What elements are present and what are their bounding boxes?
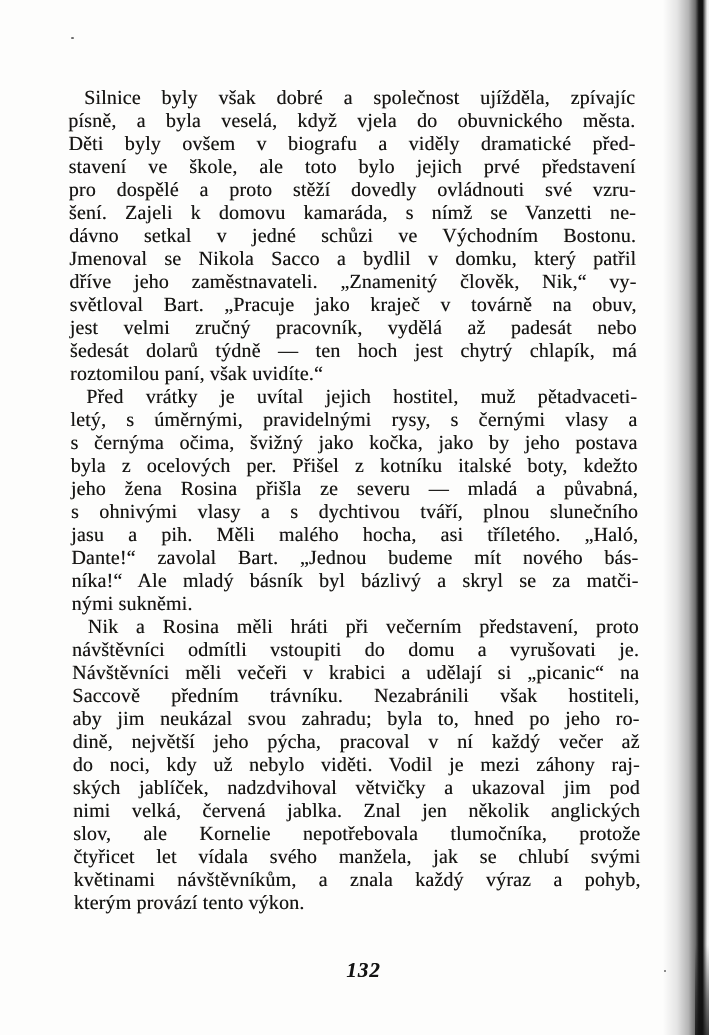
scan-speck xyxy=(71,37,74,39)
text-line: kterým provází tento výkon. xyxy=(73,892,305,914)
text-line: návštěvníci odmítli vstoupiti do domu a vyrušovati je. xyxy=(71,639,640,661)
text-line: světloval Bart. „Pracuje jako kraječ v továrně na obuv, xyxy=(69,294,637,316)
text-line: Děti byly ovšem v biografu a viděly dramatické před- xyxy=(68,133,636,155)
text-line: jest velmi zručný pracovník, vydělá až padesát nebo xyxy=(69,317,637,339)
text-line: roztomilou paní, však uvidíte.“ xyxy=(69,363,324,385)
text-line: nimi velká, červená jablka. Znal jen několik anglických xyxy=(72,800,641,822)
text-line: níka!“ Ale mladý básník byl bázlivý a skryl se za matči- xyxy=(71,570,639,592)
text-line: šedesát dolarů týdně — ten hoch jest chytrý chlapík, má xyxy=(69,340,637,362)
text-line: Nik a Rosina měli hráti při večerním představení, proto xyxy=(87,616,639,638)
text-line: dříve jeho zaměstnavateli. „Znamenitý člověk, Nik,“ vy- xyxy=(69,271,637,293)
page-edge-shadow xyxy=(663,0,709,1035)
text-line: Před vrátky je uvítal jejich hostitel, muž pětadvaceti- xyxy=(86,386,638,408)
text-line: aby jim neukázal svou zahradu; byla to, hned po jeho ro- xyxy=(72,708,640,730)
text-line: stavení ve škole, ale toto bylo jejich prvé představení xyxy=(68,156,636,178)
text-line: jasu a pih. Měli malého hocha, asi tříletého. „Haló, xyxy=(71,524,639,546)
text-line: Jmenoval se Nikola Sacco a bydlil v domku, který patřil xyxy=(69,248,637,270)
text-line: Dante!“ zavolal Bart. „Jednou budeme mít nového bás- xyxy=(71,547,639,569)
text-line: ských jablíček, nadzdvihoval větvičky a ukazoval jim pod xyxy=(72,777,640,799)
text-line: Saccově předním trávníku. Nezabránili však hostiteli, xyxy=(72,685,640,707)
text-line: s černýma očima, švižný jako kočka, jako by jeho postava xyxy=(70,432,638,454)
text-line: jeho žena Rosina přišla ze severu — mladá a půvabná, xyxy=(70,478,638,500)
text-line: Návštěvníci měli večeři v krabici a udělají si „picanic“ na xyxy=(72,662,640,684)
text-line: květinami návštěvníkům, a znala každý výraz a pohyb, xyxy=(73,869,641,891)
page-text xyxy=(68,87,641,915)
text-line: pro dospělé a proto stěží dovedly ovládnouti své vzru- xyxy=(68,179,636,201)
text-line: do noci, kdy už nebylo viděti. Vodil je mezi záhony raj- xyxy=(72,754,640,776)
text-line: nými sukněmi. xyxy=(71,593,193,615)
text-line: slov, ale Kornelie nepotřebovala tlumočníka, protože xyxy=(73,823,641,845)
page-number: 132 xyxy=(346,958,381,982)
scan-speck xyxy=(664,970,666,972)
text-line: písně, a byla veselá, když vjela do obuvnického města. xyxy=(68,110,636,132)
text-line: letý, s úměrnými, pravidelnými rysy, s černými vlasy a xyxy=(70,409,638,431)
text-line: byla z ocelových per. Přišel z kotníku italské boty, kdežto xyxy=(70,455,638,477)
text-line: Silnice byly však dobré a společnost ujížděla, zpívajíc xyxy=(84,87,636,109)
page-edge-shadow-bottom xyxy=(695,945,709,1035)
text-line: s ohnivými vlasy a s dychtivou tváří, plnou slunečního xyxy=(70,501,639,523)
text-line: čtyřicet let vídala svého manžela, jak se chlubí svými xyxy=(73,846,641,868)
text-line: dávno setkal v jedné schůzi ve Východním Bostonu. xyxy=(68,225,637,247)
text-line: dině, největší jeho pýcha, pracoval v ní každý večer až xyxy=(72,731,640,753)
text-line: šení. Zajeli k domovu kamaráda, s nímž se Vanzetti ne- xyxy=(68,202,636,224)
